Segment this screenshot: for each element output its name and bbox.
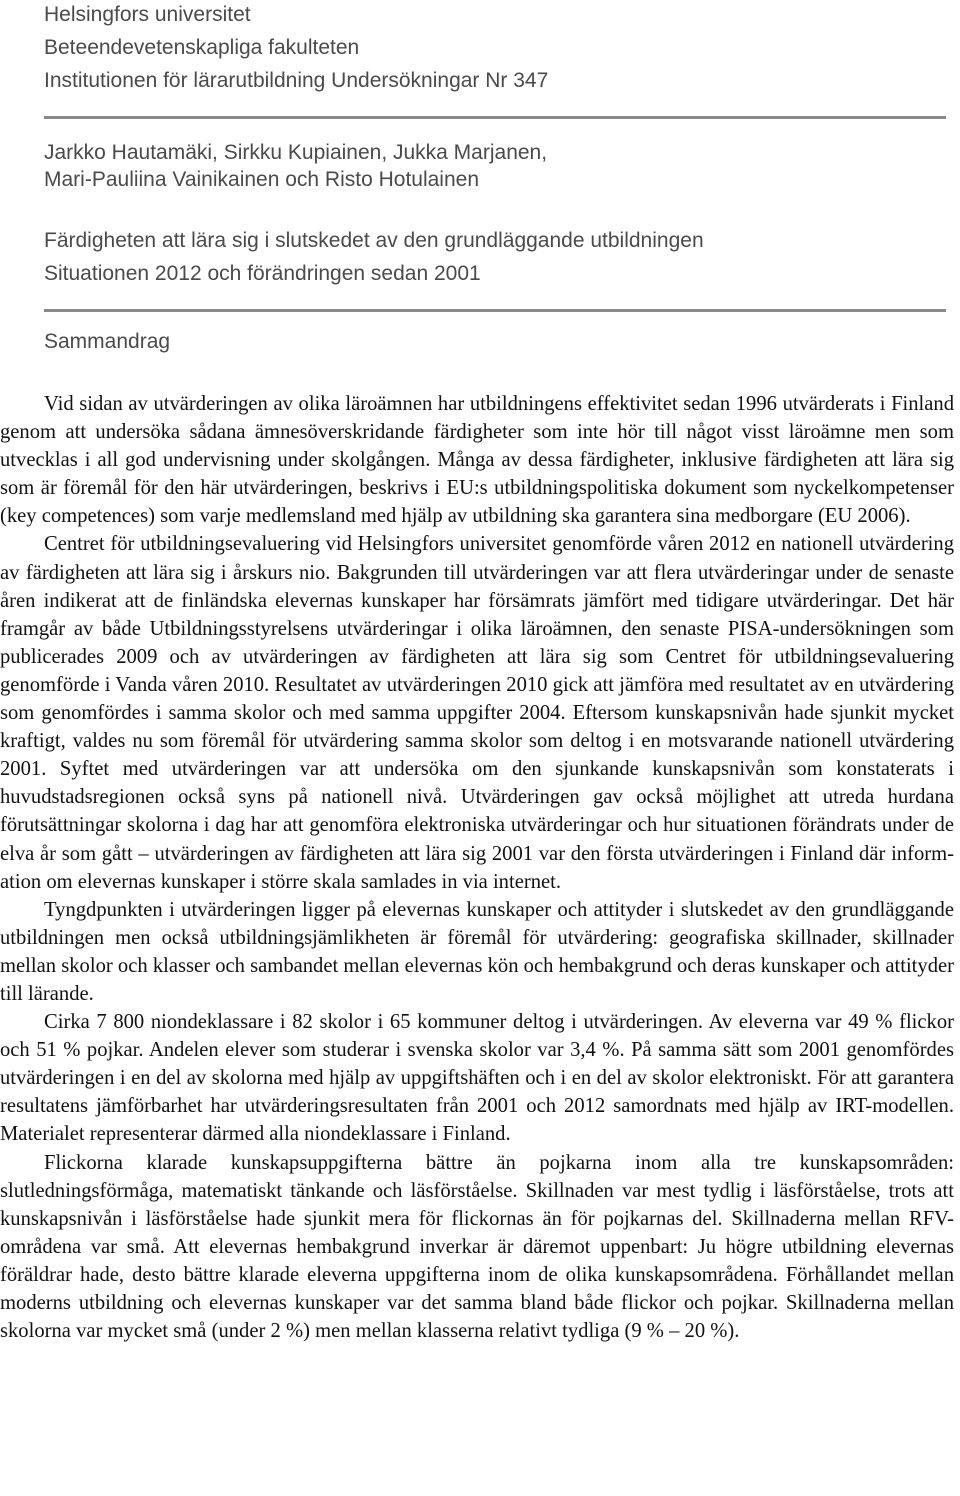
- divider-top: [44, 116, 946, 119]
- paragraph-3: Tyngdpunkten i utvärderingen ligger på elevernas kunskaper och attityder i slutskedet av den grundläggande utbildningen men också utbildningsjämlikheten är föremål för utvärdering: geografiska skillnader, skillnader mellan skolor och klasser och sambandet mellan elevernas kön och hembakgrund och deras kunskaper och attityder till lärande.: [0, 898, 954, 1005]
- divider-middle: [44, 309, 946, 312]
- department-series: Institutionen för lärarutbildning Undersökningar Nr 347: [44, 69, 549, 92]
- paragraph-1: Vid sidan av utvärderingen av olika läroämnen har utbildningens effektivitet sedan 1996 utvärderats i Finland genom att undersöka sådana ämnesöverskridande färdigheter som inte hör till något visst läroämne men som utvecklas i all god undervisning under skolgången. Många av dessa färdigheter, inklusive färdigheten att lära sig som är föremål för den här utvärderingen, beskrivs i EU:s utbildningspolitiska dokument som nyckelkompetenser (key competences) som varje medlemsland med hjälp av utbildning ska garantera sina medborgare (EU 2006).: [0, 393, 954, 528]
- paragraph-2: Centret för utbildningsevaluering vid Helsingfors universitet genomförde våren 2012 en nationell utvärdering av färdigheten att lära sig i årskurs nio. Bakgrunden till utvärderingen var att flera utvärderingar under de senaste åren indikerat att de finländska elevernas kunskaper har försämrats jämfört med tidigare utvärderingar. Det här framgår av både Utbildningsstyrelsens utvärderingar i olika läroämnen, den senaste PISA-undersökningen som publicerades 2009 och av utvärderingen av färdigheten att lära sig som Centret för utbildningsevaluering genomförde i Vanda våren 2010. Resultatet av utvärderingen 2010 gick att jämföra med resultatet av en utvärdering som genomfördes i samma skolor och med samma uppgifter 2004. Eftersom kunskapsnivån hade sjunkit mycket kraftigt, valdes nu som föremål för utvärdering samma skolor som deltog i en motsvarande nationell utvärdering 2001. Syftet med utvärderingen var att undersöka om den sjunkande kunskapsnivån som konstaterats i huvudstadsregionen också syns på nationell nivå. Utvärderingen gav också möjlighet att utreda hurdana förutsättningar skolorna i dag har att genomföra elektroniska utvärderingar och hur situationen förändrats under de elva år som gått – utvärderingen av färdigheten att lära sig 2001 var den första utvärderingen i Finland där information om elevernas kunskaper i större skala samlades in via internet.: [0, 533, 954, 893]
- summary-body: [0, 390, 954, 1345]
- section-heading: Sammandrag: [44, 330, 171, 353]
- paragraph-5: Flickorna klarade kunskapsuppgifterna bättre än pojkarna inom alla tre kunskapsområden: slutledningsförmåga, matematiskt tänkande och läsförståelse. Skillnaden var mest tydlig i läsförståelse, trots att kunskapsnivån i läsförståelse hade sjunkit mera för flickornas än för pojkarnas del. Skillnaderna mellan RFV-områdena var små. Att elevernas hembakgrund inverkar är däremot uppenbart: Ju högre utbildning elevernas föräldrar hade, desto bättre klarade eleverna uppgifterna inom de olika kunskapsområdena. Förhållandet mellan moderns utbildning och elevernas kunskaper var det samma bland både flickor och pojkar. Skillnaderna mellan skolorna var mycket små (under 2 %) men mellan klasserna relativt tydliga (9 % – 20 %).: [0, 1151, 954, 1343]
- title-line-2: Situationen 2012 och förändringen sedan 2001: [44, 262, 481, 285]
- authors-line-1: Jarkko Hautamäki, Sirkku Kupiainen, Jukka Marjanen,: [44, 141, 548, 164]
- faculty-name: Beteendevetenskapliga fakulteten: [44, 36, 360, 59]
- university-name: Helsingfors universitet: [44, 3, 251, 26]
- paragraph-4: Cirka 7 800 niondeklassare i 82 skolor i 65 kommuner deltog i utvärderingen. Av eleverna var 49 % flickor och 51 % pojkar. Andelen elever som studerar i svenska skolor var 3,4 %. På samma sätt som 2001 genomfördes utvärderingen i en del av skolorna med hjälp av uppgiftshäften och i en del av skolor elektroniskt. För att garantera resultatens jämförbarhet har utvärderingsresultaten från 2001 och 2012 samordnats med hjälp av IRT-modellen. Materialet representerar därmed alla niondeklassare i Finland.: [0, 1011, 954, 1146]
- title-line-1: Färdigheten att lära sig i slutskedet av den grundläggande utbildningen: [44, 229, 704, 252]
- authors-line-2: Mari-Pauliina Vainikainen och Risto Hotulainen: [44, 168, 480, 191]
